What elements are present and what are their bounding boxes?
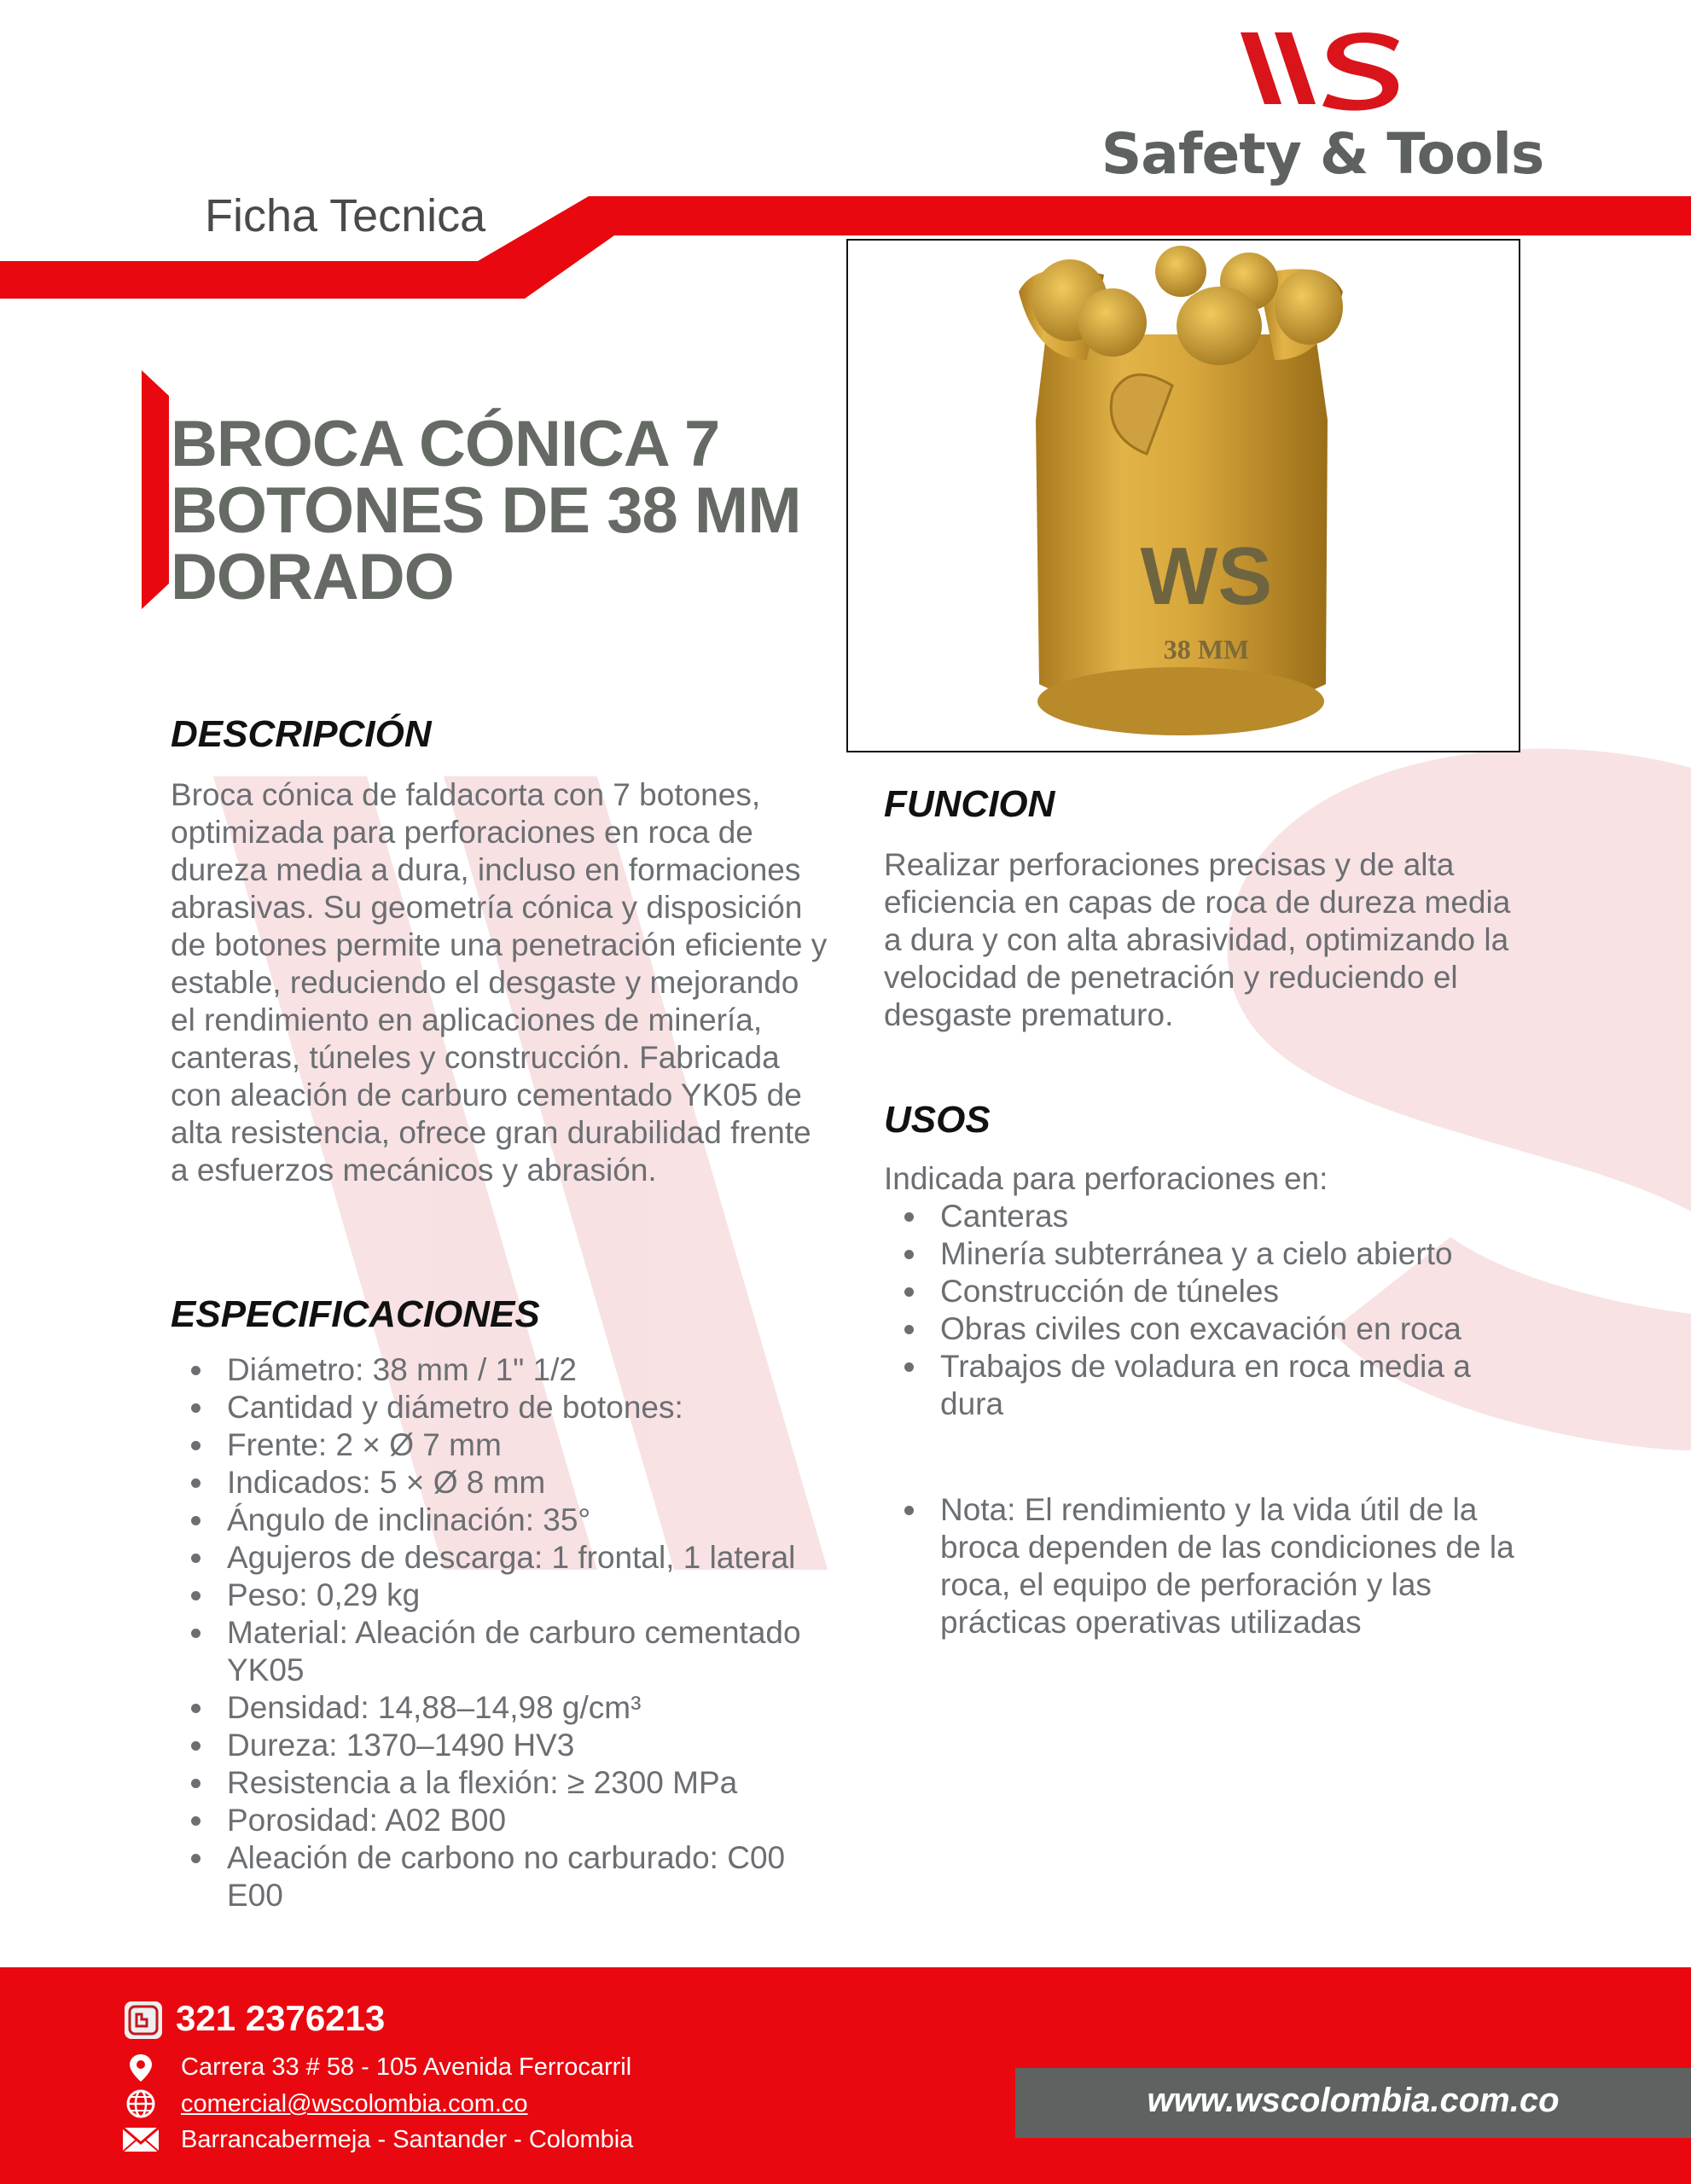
engraving-size: 38 MM bbox=[1163, 634, 1250, 665]
spec-item: Agujeros de descarga: 1 frontal, 1 lateral bbox=[171, 1539, 836, 1577]
spec-item: Indicados: 5 × Ø 8 mm bbox=[171, 1464, 836, 1502]
title-line: BROCA CÓNICA 7 bbox=[171, 408, 720, 480]
spec-item: Ángulo de inclinación: 35° bbox=[171, 1502, 836, 1539]
spec-item: Peso: 0,29 kg bbox=[171, 1577, 836, 1614]
spec-item: Dureza: 1370–1490 HV3 bbox=[171, 1727, 836, 1764]
uses-list bbox=[884, 1198, 1532, 1423]
spec-item: Porosidad: A02 B00 bbox=[171, 1802, 836, 1839]
location-pin-icon bbox=[119, 2051, 162, 2085]
footer-address: Carrera 33 # 58 - 105 Avenida Ferrocarril bbox=[181, 2053, 632, 2081]
note-item: Nota: El rendimiento y la vida útil de la broca dependen de las condiciones de la roca, el equipo de perforación y las prácticas operativas utilizadas bbox=[884, 1491, 1532, 1641]
footer-city: Barrancabermeja - Santander - Colombia bbox=[181, 2126, 634, 2153]
spec-item: Diámetro: 38 mm / 1" 1/2 bbox=[171, 1351, 836, 1389]
globe-icon bbox=[119, 2087, 162, 2121]
title-accent-bar bbox=[142, 370, 169, 609]
note-list bbox=[884, 1491, 1532, 1641]
phone-icon bbox=[125, 2001, 162, 2039]
product-title bbox=[171, 408, 853, 613]
specs-heading: ESPECIFICACIONES bbox=[171, 1293, 540, 1335]
title-line: BOTONES DE 38 MM bbox=[171, 474, 801, 547]
brand-logo bbox=[1229, 26, 1408, 111]
use-item: Minería subterránea y a cielo abierto bbox=[884, 1235, 1532, 1273]
spec-item: Resistencia a la flexión: ≥ 2300 MPa bbox=[171, 1764, 836, 1802]
drill-bit-image bbox=[848, 241, 1519, 751]
envelope-icon bbox=[119, 2123, 162, 2157]
description-text: Broca cónica de faldacorta con 7 botones, optimizada para perforaciones en roca de dureza media a dura, incluso en formaciones abrasivas. Su geometría cónica y disposición de botones permite una penetración eficiente y estable, reduciendo el desgaste y mejorando el rendimiento en aplicaciones de minería, canteras, túneles y construcción. Fabricada con aleación de carburo cementado YK05 de alta resistencia, ofrece gran durabilidad frente a esfuerzos mecánicos y abrasión. bbox=[171, 777, 828, 1188]
product-image-frame bbox=[846, 239, 1520, 752]
spec-item: Aleación de carbono no carburado: C00 E00 bbox=[171, 1839, 836, 1914]
description-heading: DESCRIPCIÓN bbox=[171, 713, 432, 755]
brand-name: Safety & Tools bbox=[1101, 121, 1544, 187]
website-link[interactable]: www.wscolombia.com.co bbox=[1147, 2082, 1560, 2119]
uses-intro: Indicada para perforaciones en: bbox=[884, 1161, 1328, 1196]
title-line: DORADO bbox=[171, 541, 454, 613]
footer-phone: 321 2376213 bbox=[176, 1998, 386, 2038]
use-item: Obras civiles con excavación en roca bbox=[884, 1310, 1532, 1348]
footer-email-link[interactable]: comercial@wscolombia.com.co bbox=[181, 2090, 528, 2117]
use-item: Trabajos de voladura en roca media a dura bbox=[884, 1348, 1532, 1423]
spec-item: Cantidad y diámetro de botones: bbox=[171, 1389, 836, 1426]
function-heading: FUNCION bbox=[884, 783, 1055, 825]
function-text: Realizar perforaciones precisas y de alta eficiencia en capas de roca de dureza media a dura y con alta abrasividad, optimizando la velocidad de penetración y reduciendo el desgaste prematuro. bbox=[884, 847, 1511, 1032]
engraving-logo: WS bbox=[1140, 531, 1273, 622]
use-item: Canteras bbox=[884, 1198, 1532, 1235]
specs-list bbox=[171, 1351, 836, 1914]
spec-item: Frente: 2 × Ø 7 mm bbox=[171, 1426, 836, 1464]
spec-item: Densidad: 14,88–14,98 g/cm³ bbox=[171, 1689, 836, 1727]
header-label: Ficha Tecnica bbox=[205, 190, 486, 241]
use-item: Construcción de túneles bbox=[884, 1273, 1532, 1310]
spec-item: Material: Aleación de carburo cementado YK05 bbox=[171, 1614, 836, 1689]
uses-heading: USOS bbox=[884, 1099, 991, 1141]
